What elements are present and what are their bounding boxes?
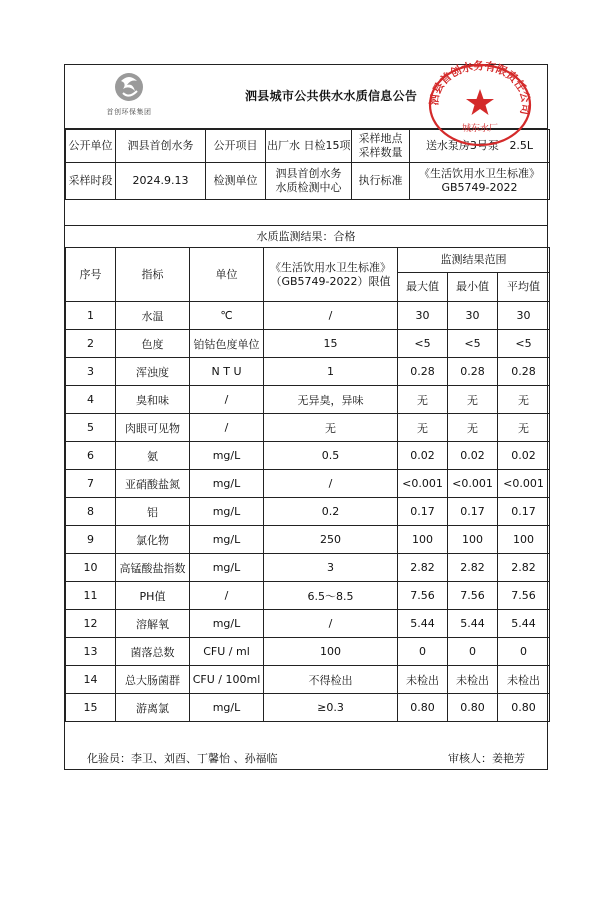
cell-avg: 30	[498, 302, 550, 330]
cell-no: 8	[66, 498, 116, 526]
page-title: 泗县城市公共供水水质信息公告	[245, 89, 418, 103]
cell-max: 0.80	[398, 694, 448, 722]
table-row	[66, 414, 550, 442]
cell-unit: /	[190, 582, 264, 610]
company-logo	[101, 69, 157, 123]
col-header-min: 最小值	[448, 273, 498, 302]
col-header-avg: 平均值	[498, 273, 550, 302]
cell-no: 6	[66, 442, 116, 470]
cell-item: 浑浊度	[116, 358, 190, 386]
meta-table	[65, 129, 550, 200]
cell-no: 10	[66, 554, 116, 582]
header-row-1	[66, 248, 550, 273]
standard-value	[410, 163, 550, 200]
cell-max: 0.17	[398, 498, 448, 526]
cell-limit: 0.2	[264, 498, 398, 526]
cell-min: 5.44	[448, 610, 498, 638]
cell-item: 氯化物	[116, 526, 190, 554]
cell-no: 12	[66, 610, 116, 638]
cell-unit: 铂钴色度单位	[190, 330, 264, 358]
cell-unit: mg/L	[190, 694, 264, 722]
table-row	[66, 442, 550, 470]
cell-min: 100	[448, 526, 498, 554]
cell-item: 肉眼可见物	[116, 414, 190, 442]
table-row	[66, 358, 550, 386]
cell-unit: N T U	[190, 358, 264, 386]
cell-no: 14	[66, 666, 116, 694]
col-header-limit-line1: 《生活饮用水卫生标准》	[270, 260, 391, 274]
cell-max: 7.56	[398, 582, 448, 610]
cell-min: 0	[448, 638, 498, 666]
cell-min: 7.56	[448, 582, 498, 610]
cell-avg: 未检出	[498, 666, 550, 694]
col-header-limit-line2: （GB5749-2022）限值	[270, 274, 391, 288]
cell-unit: mg/L	[190, 610, 264, 638]
col-header-limit	[264, 248, 398, 302]
results-table	[65, 247, 550, 722]
cell-no: 5	[66, 414, 116, 442]
cell-limit: /	[264, 610, 398, 638]
cell-item: 臭和味	[116, 386, 190, 414]
sample-time-value: 2024.9.13	[116, 163, 206, 200]
cell-min: 30	[448, 302, 498, 330]
cell-max: 0	[398, 638, 448, 666]
cell-item: 水温	[116, 302, 190, 330]
table-row	[66, 582, 550, 610]
svg-text:城东水厂: 城东水厂	[461, 124, 499, 134]
cell-limit: /	[264, 302, 398, 330]
cell-item: 溶解氧	[116, 610, 190, 638]
cell-unit: ℃	[190, 302, 264, 330]
cell-max: 无	[398, 386, 448, 414]
cell-limit: 不得检出	[264, 666, 398, 694]
cell-max: 100	[398, 526, 448, 554]
logo-icon	[101, 69, 157, 109]
results-body	[66, 302, 550, 722]
cell-min: 2.82	[448, 554, 498, 582]
cell-min: 0.17	[448, 498, 498, 526]
col-header-max: 最大值	[398, 273, 448, 302]
footer	[65, 747, 547, 771]
cell-item: 总大肠菌群	[116, 666, 190, 694]
test-unit-value	[266, 163, 352, 200]
cell-avg: 0.80	[498, 694, 550, 722]
cell-min: 无	[448, 386, 498, 414]
meta-row-1	[66, 130, 550, 163]
publish-item-label: 公开项目	[206, 130, 266, 163]
table-row	[66, 638, 550, 666]
table-row	[66, 330, 550, 358]
cell-max: 无	[398, 414, 448, 442]
cell-unit: /	[190, 414, 264, 442]
cell-item: 铝	[116, 498, 190, 526]
cell-max: <0.001	[398, 470, 448, 498]
cell-avg: 0.02	[498, 442, 550, 470]
cell-no: 13	[66, 638, 116, 666]
cell-avg: 0.28	[498, 358, 550, 386]
cell-no: 1	[66, 302, 116, 330]
cell-item: 高锰酸盐指数	[116, 554, 190, 582]
cell-limit: 1	[264, 358, 398, 386]
cell-unit: mg/L	[190, 526, 264, 554]
notice-document	[64, 59, 548, 770]
publish-unit-label: 公开单位	[66, 130, 116, 163]
test-unit-value-line2: 水质检测中心	[275, 181, 342, 194]
cell-avg: 5.44	[498, 610, 550, 638]
cell-min: 0.02	[448, 442, 498, 470]
cell-min: 未检出	[448, 666, 498, 694]
sample-labels	[352, 130, 410, 163]
tester-names: 化验员：李卫、刘酉、丁馨怡 、孙福临	[87, 752, 278, 765]
cell-avg: 0	[498, 638, 550, 666]
cell-unit: /	[190, 386, 264, 414]
cell-min: 无	[448, 414, 498, 442]
cell-unit: mg/L	[190, 554, 264, 582]
table-row	[66, 498, 550, 526]
cell-limit: 15	[264, 330, 398, 358]
col-header-unit: 单位	[190, 248, 264, 302]
cell-limit: /	[264, 470, 398, 498]
cell-avg: 2.82	[498, 554, 550, 582]
cell-max: 30	[398, 302, 448, 330]
sample-location-label: 采样地点	[358, 132, 403, 145]
cell-min: <0.001	[448, 470, 498, 498]
cell-unit: mg/L	[190, 470, 264, 498]
table-row	[66, 526, 550, 554]
cell-no: 7	[66, 470, 116, 498]
test-unit-label: 检测单位	[206, 163, 266, 200]
publish-unit-value: 泗县首创水务	[116, 130, 206, 163]
table-row	[66, 554, 550, 582]
cell-limit: 无	[264, 414, 398, 442]
test-unit-value-line1: 泗县首创水务	[275, 167, 342, 180]
cell-item: PH值	[116, 582, 190, 610]
standard-value-line2: GB5749-2022	[441, 181, 518, 194]
col-header-item: 指标	[116, 248, 190, 302]
table-row	[66, 666, 550, 694]
cell-item: 亚硝酸盐氮	[116, 470, 190, 498]
logo-text: 首创环保集团	[106, 108, 152, 116]
cell-limit: 0.5	[264, 442, 398, 470]
spacer	[65, 197, 547, 225]
cell-max: 0.28	[398, 358, 448, 386]
cell-avg: <5	[498, 330, 550, 358]
cell-max: 2.82	[398, 554, 448, 582]
table-row	[66, 694, 550, 722]
standard-value-line1: 《生活饮用水卫生标准》	[419, 167, 540, 180]
cell-avg: <0.001	[498, 470, 550, 498]
cell-avg: 无	[498, 414, 550, 442]
cell-min: <5	[448, 330, 498, 358]
cell-no: 4	[66, 386, 116, 414]
cell-item: 菌落总数	[116, 638, 190, 666]
cell-avg: 7.56	[498, 582, 550, 610]
cell-limit: 无异臭，异味	[264, 386, 398, 414]
cell-limit: 250	[264, 526, 398, 554]
cell-no: 2	[66, 330, 116, 358]
result-title: 水质监测结果：合格	[65, 225, 547, 247]
cell-no: 15	[66, 694, 116, 722]
cell-no: 11	[66, 582, 116, 610]
header	[65, 65, 547, 129]
cell-unit: mg/L	[190, 498, 264, 526]
cell-limit: ≥0.3	[264, 694, 398, 722]
cell-min: 0.28	[448, 358, 498, 386]
cell-avg: 无	[498, 386, 550, 414]
reviewer-name: 审核人：姜艳芳	[448, 752, 525, 765]
cell-limit: 6.5～8.5	[264, 582, 398, 610]
standard-label: 执行标准	[352, 163, 410, 200]
cell-unit: mg/L	[190, 442, 264, 470]
col-header-range: 监测结果范围	[398, 248, 550, 273]
sample-quantity-value: 2.5L	[509, 139, 534, 152]
cell-avg: 0.17	[498, 498, 550, 526]
col-header-no: 序号	[66, 248, 116, 302]
cell-avg: 100	[498, 526, 550, 554]
table-row	[66, 470, 550, 498]
cell-max: <5	[398, 330, 448, 358]
cell-max: 未检出	[398, 666, 448, 694]
table-row	[66, 610, 550, 638]
sample-values	[410, 130, 550, 163]
cell-item: 氨	[116, 442, 190, 470]
cell-item: 游离氯	[116, 694, 190, 722]
table-row	[66, 386, 550, 414]
cell-min: 0.80	[448, 694, 498, 722]
table-row	[66, 302, 550, 330]
publish-item-value: 出厂水 日检15项	[266, 130, 352, 163]
cell-max: 0.02	[398, 442, 448, 470]
cell-limit: 100	[264, 638, 398, 666]
cell-unit: CFU / ml	[190, 638, 264, 666]
sample-quantity-label: 采样数量	[358, 146, 403, 159]
cell-no: 3	[66, 358, 116, 386]
cell-limit: 3	[264, 554, 398, 582]
meta-row-2	[66, 163, 550, 200]
svg-text:泗县首创水务有限责任公司: 泗县首创水务有限责任公司	[427, 59, 533, 116]
cell-no: 9	[66, 526, 116, 554]
cell-item: 色度	[116, 330, 190, 358]
sample-location-value: 送水泵房3号泵	[425, 139, 499, 152]
sample-time-label: 采样时段	[66, 163, 116, 200]
cell-unit: CFU / 100ml	[190, 666, 264, 694]
cell-max: 5.44	[398, 610, 448, 638]
